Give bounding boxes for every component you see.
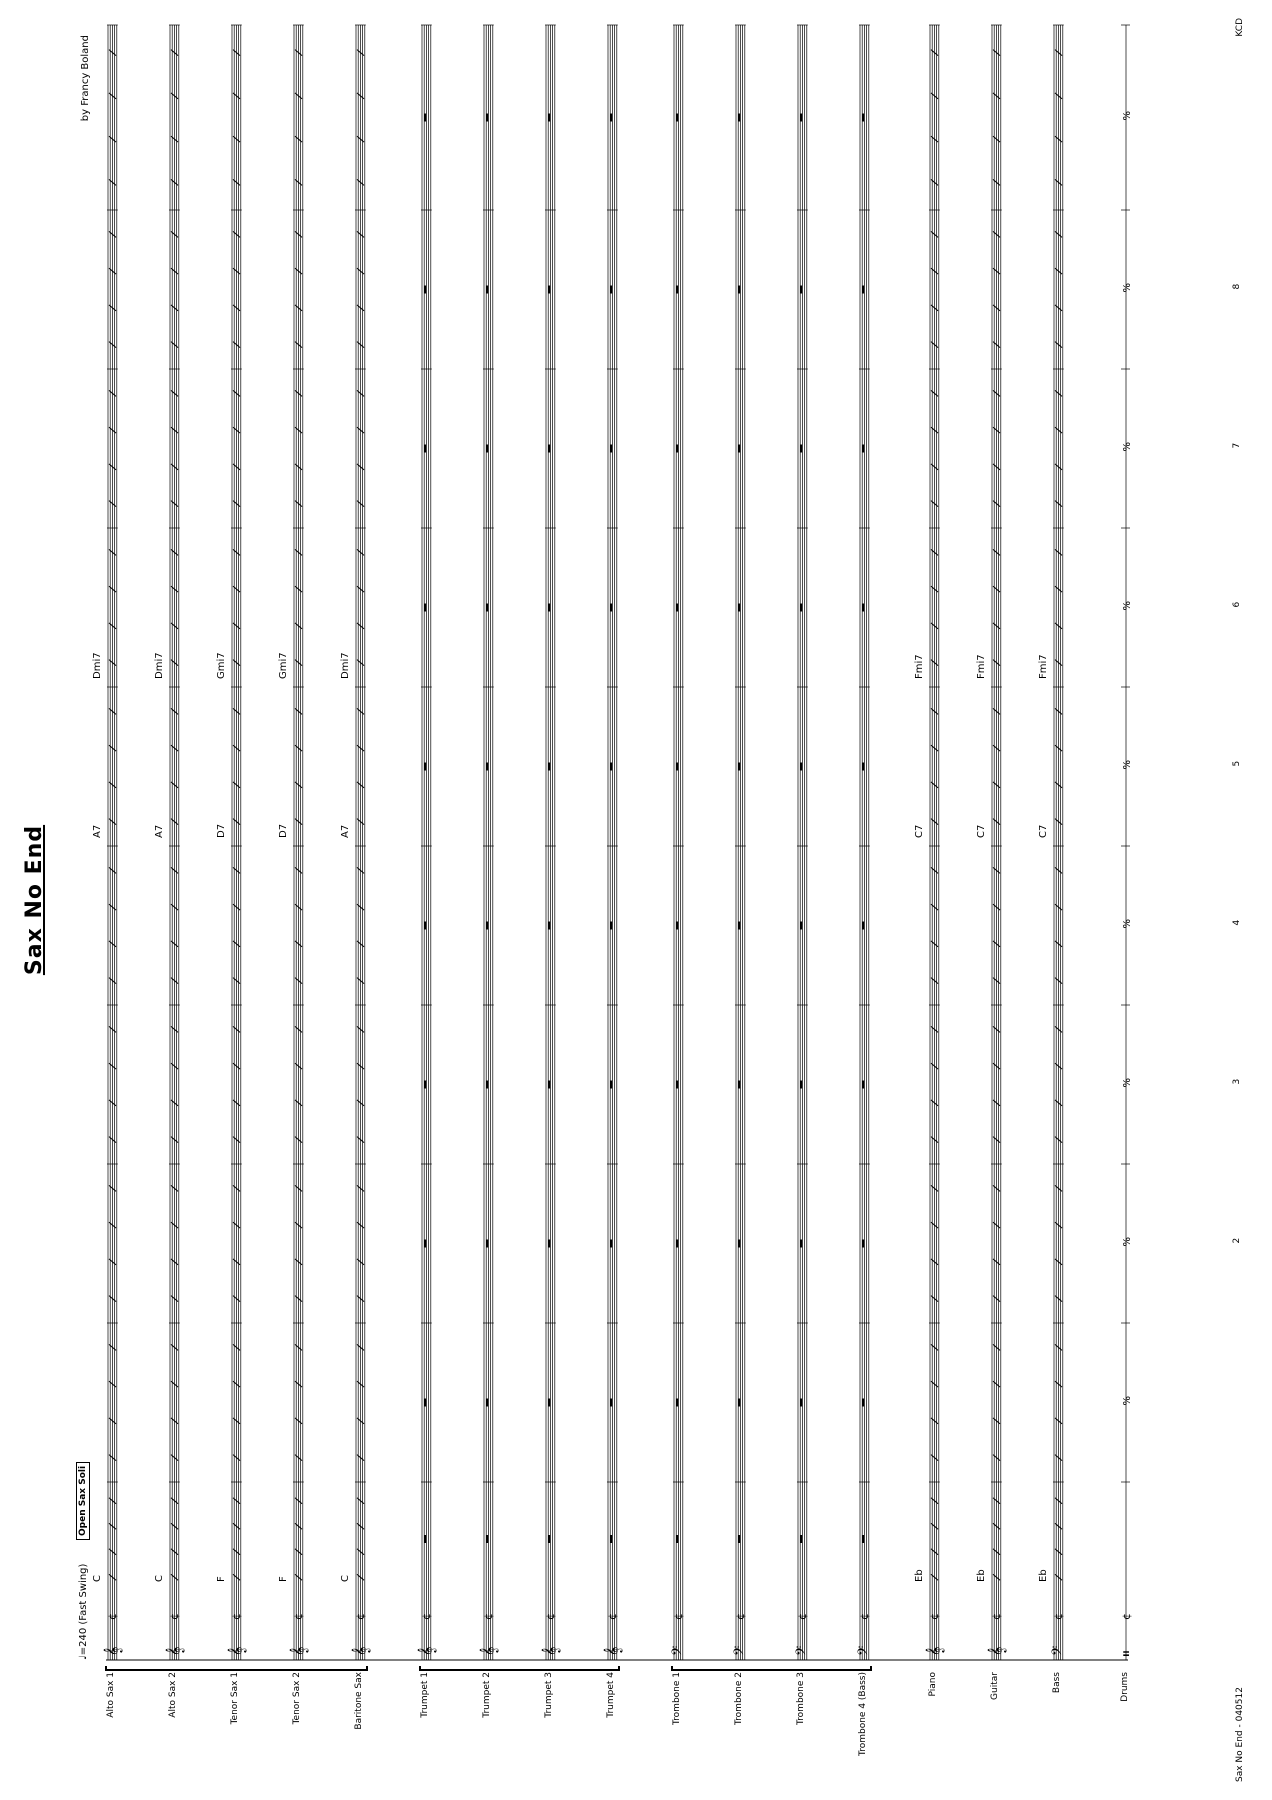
treble-clef-icon: 𝄞 (417, 1646, 436, 1656)
whole-rest (610, 1535, 613, 1543)
cut-time-icon: ¢ (858, 1613, 871, 1620)
instrument-label: Drums (1120, 1672, 1130, 1702)
whole-rest (676, 1399, 679, 1407)
chord-symbol: A7 (92, 824, 103, 838)
treble-clef-icon: 𝄞 (987, 1646, 1006, 1656)
tempo-marking: ♩=240 (Fast Swing) (78, 1563, 89, 1660)
whole-rest (676, 922, 679, 930)
whole-rest (548, 1535, 551, 1543)
whole-rest (738, 1081, 741, 1089)
cut-time-icon: ¢ (1052, 1613, 1065, 1620)
composer-credit: by Francy Boland (80, 35, 91, 122)
chord-symbol: Dmi7 (92, 652, 103, 679)
measure-number: 3 (1232, 1078, 1242, 1085)
chord-symbol: Gmi7 (278, 652, 289, 679)
whole-rest (610, 763, 613, 771)
whole-rest (676, 1240, 679, 1248)
whole-rest (548, 286, 551, 294)
bass-clef-icon: 𝄢 (731, 1645, 750, 1656)
whole-rest (548, 445, 551, 453)
chord-symbol: Fmi7 (914, 654, 925, 679)
whole-rest (800, 114, 803, 122)
measure-number: 8 (1232, 283, 1242, 290)
cut-time-icon: ¢ (420, 1613, 433, 1620)
whole-rest (486, 1081, 489, 1089)
whole-rest (676, 1081, 679, 1089)
whole-rest (424, 1399, 427, 1407)
whole-rest (424, 922, 427, 930)
whole-rest (800, 763, 803, 771)
whole-rest (424, 445, 427, 453)
whole-rest (424, 1535, 427, 1543)
whole-rest (424, 763, 427, 771)
chord-symbol: C (154, 1575, 165, 1582)
whole-rest (862, 114, 865, 122)
instrument-label: Trumpet 3 (544, 1672, 554, 1718)
whole-rest (738, 445, 741, 453)
cut-time-icon: ¢ (928, 1613, 941, 1620)
treble-clef-icon: 𝄞 (351, 1646, 370, 1656)
instrument-label: Trombone 3 (796, 1672, 806, 1725)
cut-time-icon: ¢ (990, 1613, 1003, 1620)
whole-rest (424, 604, 427, 612)
chord-symbol: Eb (1038, 1569, 1049, 1582)
measure-number: 2 (1232, 1237, 1242, 1244)
whole-rest (676, 604, 679, 612)
whole-rest (862, 286, 865, 294)
whole-rest (738, 604, 741, 612)
whole-rest (548, 604, 551, 612)
cut-time-icon: ¢ (292, 1613, 305, 1620)
whole-rest (486, 763, 489, 771)
whole-rest (424, 1081, 427, 1089)
whole-rest (548, 763, 551, 771)
bass-clef-icon: 𝄢 (793, 1645, 812, 1656)
treble-clef-icon: 𝄞 (165, 1646, 184, 1656)
measure-repeat-icon: % (1122, 441, 1133, 452)
whole-rest (548, 1240, 551, 1248)
section-bracket (106, 1666, 367, 1670)
whole-rest (548, 114, 551, 122)
cut-time-icon: ¢ (482, 1613, 495, 1620)
percussion-clef-icon: 𝄥 (1117, 1651, 1136, 1656)
section-bracket (420, 1666, 619, 1670)
measure-repeat-icon: % (1122, 600, 1133, 611)
whole-rest (610, 445, 613, 453)
instrument-label: Piano (928, 1672, 938, 1697)
whole-rest (800, 1240, 803, 1248)
cut-time-icon: ¢ (354, 1613, 367, 1620)
whole-rest (486, 604, 489, 612)
whole-rest (738, 1399, 741, 1407)
instrument-label: Alto Sax 1 (106, 1672, 116, 1718)
whole-rest (800, 445, 803, 453)
whole-rest (424, 114, 427, 122)
treble-clef-icon: 𝄞 (603, 1646, 622, 1656)
whole-rest (486, 1535, 489, 1543)
chord-symbol: C7 (1038, 824, 1049, 838)
treble-clef-icon: 𝄞 (289, 1646, 308, 1656)
chord-symbol: F (278, 1576, 289, 1582)
treble-clef-icon: 𝄞 (103, 1646, 122, 1656)
score-title: Sax No End (22, 824, 47, 976)
chord-symbol: Dmi7 (154, 652, 165, 679)
bass-clef-icon: 𝄢 (669, 1645, 688, 1656)
whole-rest (738, 922, 741, 930)
whole-rest (738, 114, 741, 122)
chord-symbol: C7 (976, 824, 987, 838)
measure-repeat-icon: % (1122, 1395, 1133, 1406)
instrument-label: Guitar (990, 1672, 1000, 1700)
treble-clef-icon: 𝄞 (479, 1646, 498, 1656)
whole-rest (610, 1240, 613, 1248)
chord-symbol: F (216, 1576, 227, 1582)
whole-rest (486, 445, 489, 453)
chord-symbol: C (92, 1575, 103, 1582)
chord-symbol: Eb (976, 1569, 987, 1582)
whole-rest (800, 286, 803, 294)
measure-repeat-icon: % (1122, 110, 1133, 121)
whole-rest (862, 1535, 865, 1543)
whole-rest (676, 1535, 679, 1543)
measure-number: 5 (1232, 760, 1242, 767)
chord-symbol: Fmi7 (1038, 654, 1049, 679)
chord-symbol: A7 (340, 824, 351, 838)
instrument-label: Tenor Sax 2 (292, 1672, 302, 1725)
whole-rest (738, 763, 741, 771)
whole-rest (676, 114, 679, 122)
measure-number: 6 (1232, 601, 1242, 608)
whole-rest (738, 1240, 741, 1248)
whole-rest (610, 286, 613, 294)
chord-symbol: C (340, 1575, 351, 1582)
measure-repeat-icon: % (1122, 759, 1133, 770)
copyright-initials: KCD (1235, 18, 1245, 37)
chord-symbol: D7 (278, 823, 289, 838)
whole-rest (610, 604, 613, 612)
whole-rest (610, 114, 613, 122)
cut-time-icon: ¢ (168, 1613, 181, 1620)
whole-rest (800, 1399, 803, 1407)
whole-rest (486, 922, 489, 930)
section-bracket (672, 1666, 871, 1670)
whole-rest (486, 286, 489, 294)
instrument-label: Trombone 1 (672, 1672, 682, 1725)
whole-rest (738, 286, 741, 294)
instrument-label: Bass (1052, 1672, 1062, 1694)
whole-rest (486, 1240, 489, 1248)
whole-rest (548, 1081, 551, 1089)
bass-clef-icon: 𝄢 (855, 1645, 874, 1656)
chord-symbol: Eb (914, 1569, 925, 1582)
whole-rest (486, 1399, 489, 1407)
instrument-label: Trumpet 2 (482, 1672, 492, 1718)
whole-rest (486, 114, 489, 122)
chord-symbol: D7 (216, 823, 227, 838)
cut-time-icon: ¢ (606, 1613, 619, 1620)
whole-rest (862, 1081, 865, 1089)
treble-clef-icon: 𝄞 (227, 1646, 246, 1656)
cut-time-icon: ¢ (1120, 1613, 1133, 1620)
whole-rest (424, 1240, 427, 1248)
whole-rest (862, 1399, 865, 1407)
treble-clef-icon: 𝄞 (925, 1646, 944, 1656)
measure-repeat-icon: % (1122, 282, 1133, 293)
cut-time-icon: ¢ (106, 1613, 119, 1620)
instrument-label: Trumpet 1 (420, 1672, 430, 1718)
chord-symbol: C7 (914, 824, 925, 838)
cut-time-icon: ¢ (796, 1613, 809, 1620)
whole-rest (862, 763, 865, 771)
instrument-label: Trumpet 4 (606, 1672, 616, 1718)
measure-number: 7 (1232, 442, 1242, 449)
cut-time-icon: ¢ (230, 1613, 243, 1620)
measure-repeat-icon: % (1122, 918, 1133, 929)
whole-rest (610, 1399, 613, 1407)
bass-clef-icon: 𝄢 (1049, 1645, 1068, 1656)
instrument-label: Trombone 4 (Bass) (858, 1672, 868, 1756)
measure-repeat-icon: % (1122, 1236, 1133, 1247)
whole-rest (800, 922, 803, 930)
treble-clef-icon: 𝄞 (541, 1646, 560, 1656)
whole-rest (676, 286, 679, 294)
cut-time-icon: ¢ (544, 1613, 557, 1620)
instrument-label: Baritone Sax (354, 1672, 364, 1730)
whole-rest (424, 286, 427, 294)
whole-rest (548, 922, 551, 930)
measure-number: 4 (1232, 919, 1242, 926)
whole-rest (610, 922, 613, 930)
chord-symbol: Dmi7 (340, 652, 351, 679)
whole-rest (676, 445, 679, 453)
whole-rest (862, 445, 865, 453)
whole-rest (800, 1535, 803, 1543)
whole-rest (548, 1399, 551, 1407)
chord-symbol: Gmi7 (216, 652, 227, 679)
instrument-label: Tenor Sax 1 (230, 1672, 240, 1725)
chord-symbol: A7 (154, 824, 165, 838)
whole-rest (610, 1081, 613, 1089)
chord-symbol: Fmi7 (976, 654, 987, 679)
whole-rest (738, 1535, 741, 1543)
whole-rest (800, 1081, 803, 1089)
whole-rest (862, 922, 865, 930)
whole-rest (862, 604, 865, 612)
cut-time-icon: ¢ (672, 1613, 685, 1620)
instrument-label: Trombone 2 (734, 1672, 744, 1725)
whole-rest (676, 763, 679, 771)
whole-rest (800, 604, 803, 612)
whole-rest (862, 1240, 865, 1248)
measure-repeat-icon: % (1122, 1077, 1133, 1088)
rehearsal-box: Open Sax Soli (76, 1462, 90, 1540)
instrument-label: Alto Sax 2 (168, 1672, 178, 1718)
cut-time-icon: ¢ (734, 1613, 747, 1620)
footer-label: Sax No End - 040512 (1235, 1687, 1245, 1782)
